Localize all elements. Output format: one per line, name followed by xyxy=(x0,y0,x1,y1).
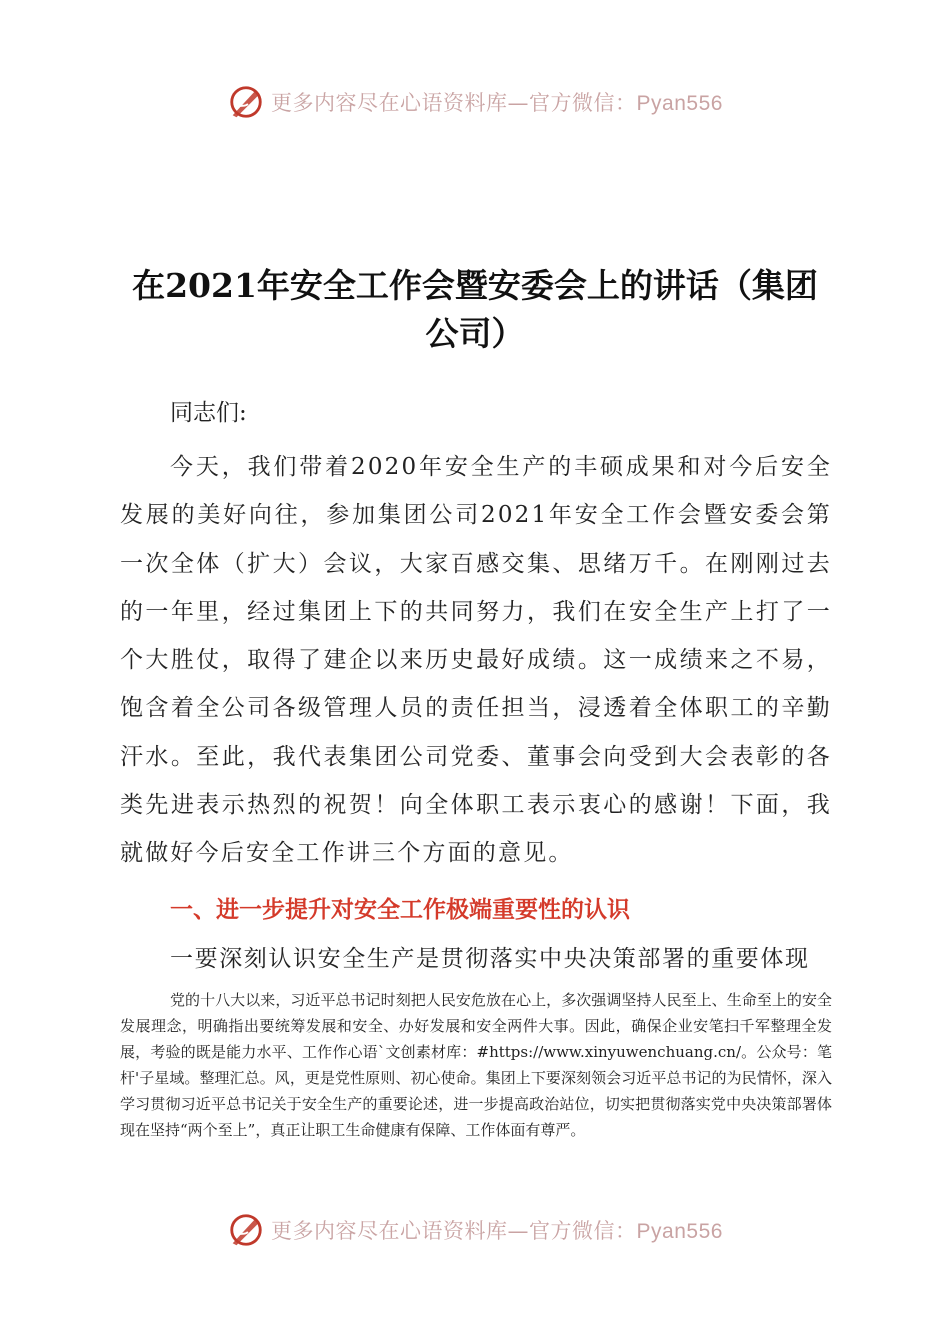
watermark-id: Pyan556 xyxy=(636,92,723,115)
pen-logo-icon xyxy=(227,1211,265,1249)
pen-logo-icon xyxy=(227,83,265,121)
watermark-footer xyxy=(0,1210,950,1250)
watermark-text: 更多内容尽在心语资料库—官方微信：Pyan556 xyxy=(271,91,723,115)
salutation: 同志们: xyxy=(170,400,247,426)
section-heading: 一、进一步提升对安全工作极端重要性的认识 xyxy=(170,897,630,923)
section-paragraph: 党的十八大以来，习近平总书记时刻把人民安危放在心上，多次强调坚持人民至上、生命至上的安全发展理念，明确指出要统筹发展和安全、办好发展和安全两件大事。因此，确保企业安笔扫千军整理全发展，考验的既是能力水平、工作作心语`文创素材库：#https://www.xinyuwenchuang.cn/。公众号：笔杆'子星域。整理汇总。风，更是党性原则、初心使命。集团上下要深刻领会习近平总书记的为民情怀，深入学习贯彻习近平总书记关于安全生产的重要论述，进一步提高政治站位，切实把贯彻落实党中央决策部署体现在坚持“两个至上”，真正让职工生命健康有保障、工作体面有尊严。 xyxy=(120,991,832,1139)
watermark-id: Pyan556 xyxy=(636,1220,723,1243)
watermark-header xyxy=(0,82,950,122)
document-title: 在2021年安全工作会暨安委会上的讲话（集团公司） xyxy=(132,266,818,353)
section-subheading: 一要深刻认识安全生产是贯彻落实中央决策部署的重要体现 xyxy=(170,946,810,972)
intro-paragraph: 今天，我们带着2020年安全生产的丰硕成果和对今后安全发展的美好向往，参加集团公司2021年安全工作会暨安委会第一次全体（扩大）会议，大家百感交集、思绪万千。在刚刚过去的一年里，经过集团上下的共同努力，我们在安全生产上打了一个大胜仗，取得了建企以来历史最好成绩。这一成绩来之不易，饱含着全公司各级管理人员的责任担当，浸透着全体职工的辛勤汗水。至此，我代表集团公司党委、董事会向受到大会表彰的各类先进表示热烈的祝贺！向全体职工表示衷心的感谢！下面，我就做好今后安全工作讲三个方面的意见。 xyxy=(120,454,832,867)
watermark-text: 更多内容尽在心语资料库—官方微信：Pyan556 xyxy=(271,1219,723,1243)
